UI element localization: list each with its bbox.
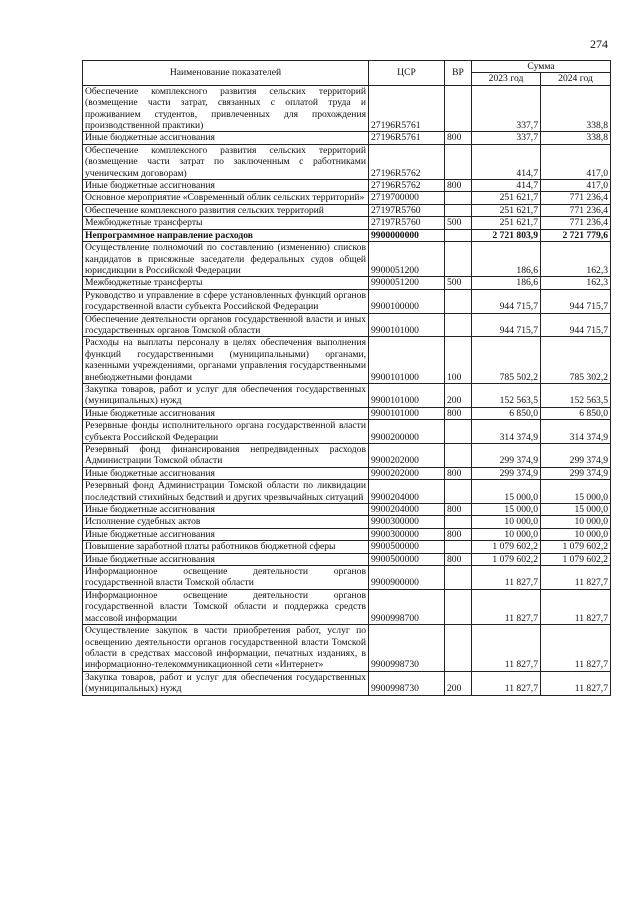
table-row — [83, 467, 611, 479]
row-vr — [445, 625, 472, 672]
row-sum-2023: 944 715,7 — [472, 313, 541, 337]
row-name: Иные бюджетные ассигнования — [83, 528, 369, 540]
row-vr — [445, 444, 472, 468]
header-sum: Сумма — [472, 61, 611, 73]
row-sum-2023: 251 621,7 — [472, 204, 541, 216]
row-sum-2023: 785 502,2 — [472, 337, 541, 384]
row-sum-2024: 2 721 779,6 — [541, 229, 611, 241]
table-row — [83, 480, 611, 504]
row-name: Иные бюджетные ассигнования — [83, 407, 369, 419]
table-row — [83, 528, 611, 540]
row-sum-2024: 11 827,7 — [541, 566, 611, 590]
row-sum-2024: 11 827,7 — [541, 589, 611, 624]
table-row — [83, 444, 611, 468]
row-vr — [445, 480, 472, 504]
row-csr: 9900101000 — [369, 383, 445, 407]
row-name: Резервный фонд финансирования непредвиденных расходов Администрации Томской области — [83, 444, 369, 468]
row-name: Повышение заработной платы работников бюджетной сферы — [83, 541, 369, 553]
row-name: Закупка товаров, работ и услуг для обеспечения государственных (муниципальных) нужд — [83, 383, 369, 407]
header-vr: ВР — [445, 61, 472, 86]
table-row — [83, 313, 611, 337]
row-sum-2023: 10 000,0 — [472, 528, 541, 540]
row-sum-2023: 1 079 602,2 — [472, 553, 541, 565]
row-csr: 27197R5760 — [369, 204, 445, 216]
row-sum-2024: 417,0 — [541, 180, 611, 192]
row-sum-2023: 15 000,0 — [472, 504, 541, 516]
table-row — [83, 204, 611, 216]
table-row — [83, 407, 611, 419]
row-name: Резервный фонд Администрации Томской области по ликвидации последствий стихийных бедствий и других чрезвычайных ситуаций — [83, 480, 369, 504]
row-sum-2023: 186,6 — [472, 242, 541, 277]
row-csr: 9900998700 — [369, 589, 445, 624]
table-row — [83, 180, 611, 192]
table-row — [83, 277, 611, 289]
row-name: Иные бюджетные ассигнования — [83, 180, 369, 192]
row-name: Исполнение судебных актов — [83, 516, 369, 528]
row-name: Осуществление закупок в части приобретения работ, услуг по освещению деятельности органов государственной власти Томской области в средствах массовой информации, печатных изданиях, в информационно-телекоммуникационной сети «Интернет» — [83, 625, 369, 672]
row-vr: 200 — [445, 383, 472, 407]
row-sum-2023: 6 850,0 — [472, 407, 541, 419]
row-sum-2023: 2 721 803,9 — [472, 229, 541, 241]
row-sum-2024: 944 715,7 — [541, 313, 611, 337]
row-name: Обеспечение деятельности органов государственной власти и иных государственных органов Томской области — [83, 313, 369, 337]
table-row — [83, 504, 611, 516]
table-row — [83, 553, 611, 565]
row-name: Межбюджетные трансферты — [83, 277, 369, 289]
table-row — [83, 566, 611, 590]
row-csr: 27196R5762 — [369, 144, 445, 179]
row-csr: 2719700000 — [369, 192, 445, 204]
row-csr: 9900202000 — [369, 467, 445, 479]
row-sum-2024: 11 827,7 — [541, 625, 611, 672]
row-vr: 800 — [445, 553, 472, 565]
row-sum-2024: 338,8 — [541, 85, 611, 132]
row-sum-2023: 944 715,7 — [472, 289, 541, 313]
row-sum-2024: 15 000,0 — [541, 480, 611, 504]
header-2024: 2024 год — [541, 73, 611, 85]
row-name: Иные бюджетные ассигнования — [83, 132, 369, 144]
row-sum-2024: 314 374,9 — [541, 420, 611, 444]
row-name: Иные бюджетные ассигнования — [83, 553, 369, 565]
row-sum-2024: 162,3 — [541, 277, 611, 289]
row-sum-2023: 414,7 — [472, 180, 541, 192]
table-row — [83, 144, 611, 179]
row-sum-2023: 11 827,7 — [472, 625, 541, 672]
row-sum-2023: 314 374,9 — [472, 420, 541, 444]
row-name: Иные бюджетные ассигнования — [83, 467, 369, 479]
row-sum-2023: 11 827,7 — [472, 566, 541, 590]
row-sum-2024: 10 000,0 — [541, 516, 611, 528]
row-sum-2023: 251 621,7 — [472, 217, 541, 229]
row-csr: 9900300000 — [369, 528, 445, 540]
row-vr — [445, 192, 472, 204]
header-2023: 2023 год — [472, 73, 541, 85]
row-vr — [445, 589, 472, 624]
row-vr: 800 — [445, 132, 472, 144]
row-sum-2024: 338,8 — [541, 132, 611, 144]
row-name: Расходы на выплаты персоналу в целях обеспечения выполнения функций государственными (муниципальными) органами, казенными учреждениями, органами управления государственными внебюджетными фондами — [83, 337, 369, 384]
row-sum-2024: 152 563,5 — [541, 383, 611, 407]
row-name: Осуществление полномочий по составлению (изменению) списков кандидатов в присяжные заседатели федеральных судов общей юрисдикции в Российской Федерации — [83, 242, 369, 277]
row-csr: 9900101000 — [369, 313, 445, 337]
row-vr: 800 — [445, 528, 472, 540]
row-name: Иные бюджетные ассигнования — [83, 504, 369, 516]
row-csr: 9900101000 — [369, 337, 445, 384]
row-sum-2023: 11 827,7 — [472, 671, 541, 695]
row-name: Информационное освещение деятельности органов государственной власти Томской области — [83, 566, 369, 590]
row-name: Информационное освещение деятельности органов государственной власти Томской области и поддержка средств массовой информации — [83, 589, 369, 624]
row-sum-2024: 417,0 — [541, 144, 611, 179]
row-vr — [445, 516, 472, 528]
row-vr: 500 — [445, 217, 472, 229]
row-sum-2024: 299 374,9 — [541, 467, 611, 479]
row-sum-2023: 186,6 — [472, 277, 541, 289]
row-name: Обеспечение комплексного развития сельских территорий (возмещение части затрат по заключенным с работниками ученическим договорам) — [83, 144, 369, 179]
header-name: Наименование показателей — [83, 61, 369, 86]
row-name: Обеспечение комплексного развития сельских территорий (возмещение части затрат, связанных с оплатой труда и проживанием студентов, привлеченных для прохождения производственной практики) — [83, 85, 369, 132]
row-vr — [445, 289, 472, 313]
row-vr — [445, 313, 472, 337]
row-name: Руководство и управление в сфере установленных функций органов государственной власти субъекта Российской Федерации — [83, 289, 369, 313]
row-sum-2023: 152 563,5 — [472, 383, 541, 407]
row-csr: 9900100000 — [369, 289, 445, 313]
table-row — [83, 383, 611, 407]
table-row — [83, 671, 611, 695]
row-csr: 9900202000 — [369, 444, 445, 468]
table-row — [83, 516, 611, 528]
row-sum-2023: 337,7 — [472, 85, 541, 132]
row-csr: 9900204000 — [369, 480, 445, 504]
row-csr: 9900101000 — [369, 407, 445, 419]
row-csr: 9900900000 — [369, 566, 445, 590]
row-sum-2023: 299 374,9 — [472, 444, 541, 468]
table-row — [83, 289, 611, 313]
row-sum-2024: 1 079 602,2 — [541, 541, 611, 553]
row-vr — [445, 204, 472, 216]
row-csr: 27196R5761 — [369, 132, 445, 144]
row-vr — [445, 420, 472, 444]
row-sum-2023: 10 000,0 — [472, 516, 541, 528]
table-row — [83, 541, 611, 553]
row-csr: 9900204000 — [369, 504, 445, 516]
row-sum-2024: 1 079 602,2 — [541, 553, 611, 565]
row-csr: 27196R5762 — [369, 180, 445, 192]
row-name: Обеспечение комплексного развития сельских территорий — [83, 204, 369, 216]
row-sum-2024: 771 236,4 — [541, 217, 611, 229]
row-sum-2023: 414,7 — [472, 144, 541, 179]
row-sum-2023: 299 374,9 — [472, 467, 541, 479]
row-sum-2024: 15 000,0 — [541, 504, 611, 516]
row-csr: 9900200000 — [369, 420, 445, 444]
table-row — [83, 420, 611, 444]
table-row — [83, 589, 611, 624]
row-sum-2023: 15 000,0 — [472, 480, 541, 504]
row-vr: 100 — [445, 337, 472, 384]
row-sum-2024: 6 850,0 — [541, 407, 611, 419]
row-vr: 500 — [445, 277, 472, 289]
row-csr: 27197R5760 — [369, 217, 445, 229]
table-row — [83, 242, 611, 277]
row-vr: 800 — [445, 504, 472, 516]
row-csr: 9900998730 — [369, 625, 445, 672]
page-number: 274 — [590, 37, 608, 51]
row-sum-2024: 771 236,4 — [541, 204, 611, 216]
row-sum-2024: 771 236,4 — [541, 192, 611, 204]
row-vr: 800 — [445, 467, 472, 479]
row-sum-2024: 162,3 — [541, 242, 611, 277]
row-sum-2024: 10 000,0 — [541, 528, 611, 540]
row-csr: 9900500000 — [369, 541, 445, 553]
row-vr — [445, 541, 472, 553]
row-sum-2024: 785 302,2 — [541, 337, 611, 384]
table-row — [83, 85, 611, 132]
row-sum-2023: 11 827,7 — [472, 589, 541, 624]
table-row — [83, 625, 611, 672]
row-sum-2024: 299 374,9 — [541, 444, 611, 468]
row-csr: 9900998730 — [369, 671, 445, 695]
budget-table — [82, 60, 611, 696]
row-name: Резервные фонды исполнительного органа государственной власти субъекта Российской Федерации — [83, 420, 369, 444]
row-vr: 200 — [445, 671, 472, 695]
row-sum-2024: 944 715,7 — [541, 289, 611, 313]
row-csr: 9900051200 — [369, 242, 445, 277]
table-row — [83, 192, 611, 204]
row-csr: 27196R5761 — [369, 85, 445, 132]
row-name: Закупка товаров, работ и услуг для обеспечения государственных (муниципальных) нужд — [83, 671, 369, 695]
table-row — [83, 229, 611, 241]
row-vr: 800 — [445, 407, 472, 419]
row-csr: 9900051200 — [369, 277, 445, 289]
table-row — [83, 132, 611, 144]
row-vr — [445, 566, 472, 590]
row-csr: 9900500000 — [369, 553, 445, 565]
row-sum-2023: 1 079 602,2 — [472, 541, 541, 553]
row-sum-2023: 251 621,7 — [472, 192, 541, 204]
row-vr — [445, 229, 472, 241]
row-name: Межбюджетные трансферты — [83, 217, 369, 229]
row-name: Непрограммное направление расходов — [83, 229, 369, 241]
row-vr — [445, 242, 472, 277]
row-sum-2023: 337,7 — [472, 132, 541, 144]
row-sum-2024: 11 827,7 — [541, 671, 611, 695]
row-vr: 800 — [445, 180, 472, 192]
row-name: Основное мероприятие «Современный облик сельских территорий» — [83, 192, 369, 204]
table-row — [83, 217, 611, 229]
row-csr: 9900000000 — [369, 229, 445, 241]
row-vr — [445, 144, 472, 179]
row-vr — [445, 85, 472, 132]
table-row — [83, 337, 611, 384]
header-csr: ЦСР — [369, 61, 445, 86]
row-csr: 9900300000 — [369, 516, 445, 528]
